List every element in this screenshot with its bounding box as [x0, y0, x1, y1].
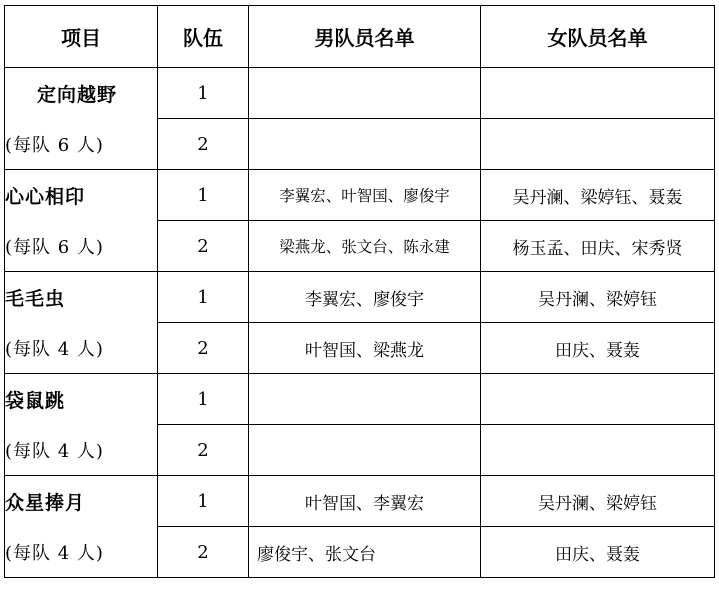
project-name: 定向越野 — [36, 83, 117, 106]
table-row — [5, 119, 715, 170]
female-names: 田庆、聂轰 — [481, 527, 715, 578]
team-number: 2 — [158, 119, 249, 170]
team-number: 1 — [158, 476, 249, 527]
table-row — [5, 527, 715, 578]
project-capacity: (每队 6 人) — [5, 236, 104, 258]
table-row — [5, 323, 715, 374]
project-cell — [5, 170, 158, 221]
project-capacity-cell — [5, 527, 158, 578]
project-name: 心心相印 — [5, 185, 86, 208]
male-names — [249, 374, 481, 425]
project-capacity-cell — [5, 221, 158, 272]
team-number: 2 — [158, 425, 249, 476]
project-capacity: (每队 6 人) — [5, 134, 104, 156]
project-capacity: (每队 4 人) — [5, 440, 104, 462]
male-names: 梁燕龙、张文台、陈永建 — [249, 221, 481, 272]
table-row — [5, 374, 715, 425]
table-row — [5, 68, 715, 119]
project-name: 众星捧月 — [5, 491, 86, 514]
female-names — [481, 68, 715, 119]
team-number: 1 — [158, 170, 249, 221]
team-number: 2 — [158, 527, 249, 578]
team-number: 1 — [158, 68, 249, 119]
female-names: 吴丹澜、梁婷钰 — [481, 272, 715, 323]
project-capacity-cell — [5, 119, 158, 170]
team-number: 2 — [158, 323, 249, 374]
female-names: 田庆、聂轰 — [481, 323, 715, 374]
project-cell — [5, 68, 158, 119]
project-cell — [5, 272, 158, 323]
project-capacity: (每队 4 人) — [5, 338, 104, 360]
female-names: 吴丹澜、梁婷钰、聂轰 — [481, 170, 715, 221]
project-capacity: (每队 4 人) — [5, 542, 104, 564]
header-female: 女队员名单 — [481, 6, 715, 68]
table-row — [5, 221, 715, 272]
table-row — [5, 272, 715, 323]
male-names: 李翼宏、叶智国、廖俊宇 — [249, 170, 481, 221]
header-male: 男队员名单 — [249, 6, 481, 68]
male-names: 李翼宏、廖俊宇 — [249, 272, 481, 323]
header-team: 队伍 — [158, 6, 249, 68]
header-row — [5, 6, 715, 68]
male-names: 廖俊宇、张文台 — [249, 527, 481, 578]
female-names — [481, 119, 715, 170]
table-row — [5, 476, 715, 527]
project-name: 毛毛虫 — [5, 287, 66, 310]
female-names: 杨玉孟、田庆、宋秀贤 — [481, 221, 715, 272]
female-names: 吴丹澜、梁婷钰 — [481, 476, 715, 527]
project-cell — [5, 374, 158, 425]
female-names — [481, 374, 715, 425]
male-names: 叶智国、梁燕龙 — [249, 323, 481, 374]
female-names — [481, 425, 715, 476]
header-project: 项目 — [5, 6, 158, 68]
project-capacity-cell — [5, 323, 158, 374]
male-names — [249, 119, 481, 170]
project-capacity-cell — [5, 425, 158, 476]
project-name: 袋鼠跳 — [5, 389, 66, 412]
male-names — [249, 68, 481, 119]
male-names — [249, 425, 481, 476]
male-names: 叶智国、李翼宏 — [249, 476, 481, 527]
table-row — [5, 170, 715, 221]
team-number: 1 — [158, 374, 249, 425]
project-cell — [5, 476, 158, 527]
team-number: 2 — [158, 221, 249, 272]
team-number: 1 — [158, 272, 249, 323]
roster-table — [4, 5, 715, 578]
table-row — [5, 425, 715, 476]
